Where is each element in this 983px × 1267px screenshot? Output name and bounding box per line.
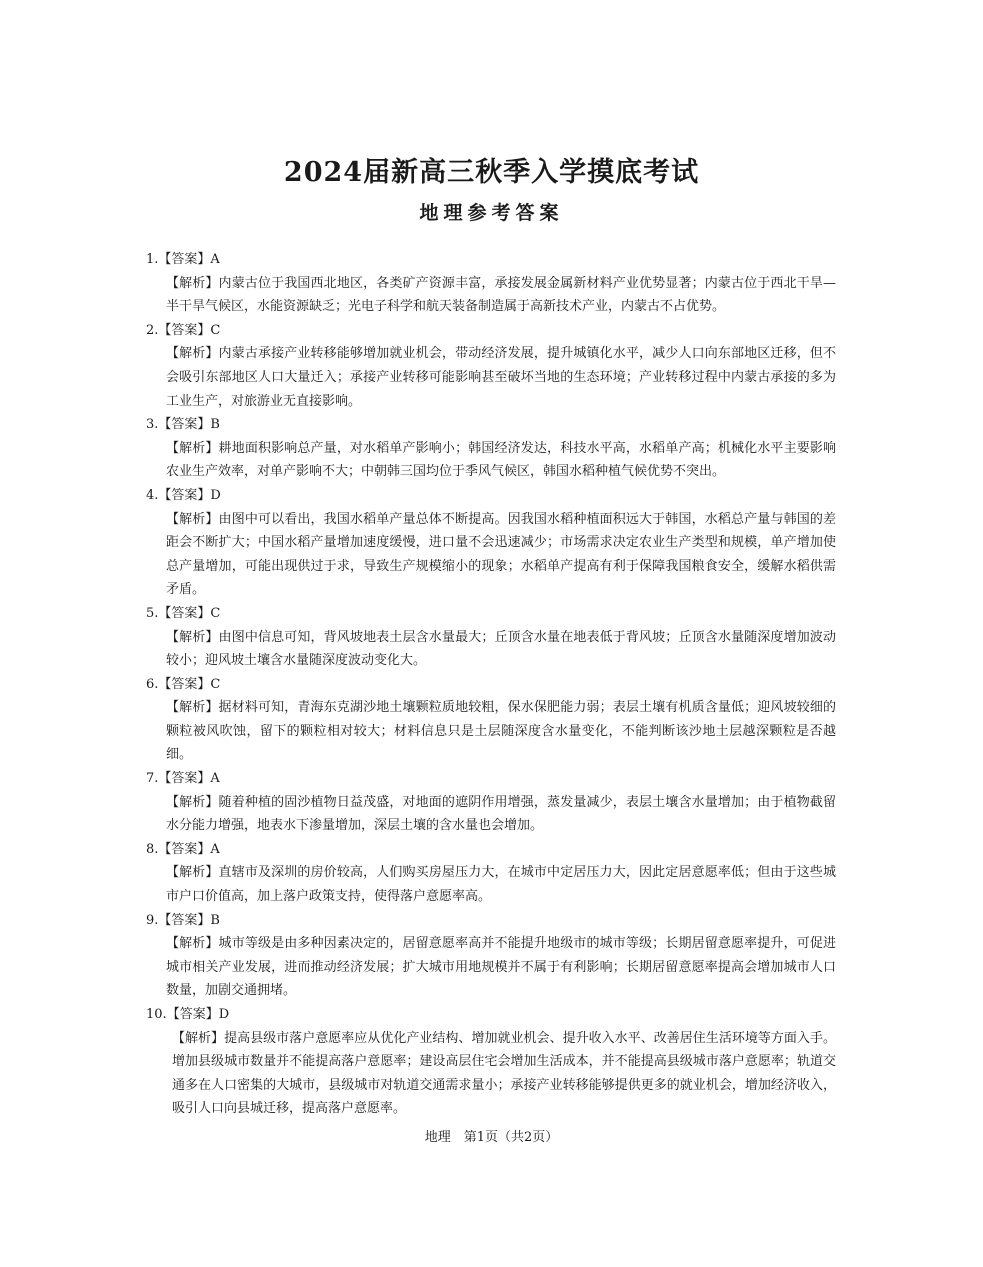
answer-item-2 <box>146 319 836 413</box>
answer-key: 【答案】A <box>158 252 220 267</box>
answer-key: 【答案】D <box>158 487 221 503</box>
answer-item-1 <box>146 248 836 319</box>
explanation-text: 【解析】由图中信息可知，背风坡地表土层含水量最大；丘顶含水量在地表低于背风坡；丘顶含水量随深度增加波动较小；迎风坡土壤含水量随深度波动变化大。 <box>166 629 836 669</box>
answer-key: 【答案】C <box>158 676 221 692</box>
question-number: 6. <box>146 676 159 692</box>
answer-key: 【答案】C <box>158 322 221 338</box>
explanation-text: 【解析】由图中可以看出，我国水稻单产量总体不断提高。因我国水稻种植面积远大于韩国，水稻总产量与韩国的差距会不断扩大；中国水稻产量增加速度缓慢，进口量不会迅速减少；市场需求决定农业生产类型和规模，单产增加使总产量增加，可能出现供过于求，导致生产规模缩小的现象；水稻单产提高有利于保障我国粮食安全，缓解水稻供需矛盾。 <box>166 511 836 598</box>
answer-line <box>146 673 836 697</box>
question-number: 1. <box>146 252 159 267</box>
answer-line <box>146 484 836 508</box>
answer-key: 【答案】A <box>158 771 220 787</box>
page-subtitle: 地理参考答案 <box>419 202 564 224</box>
answer-line <box>146 1003 836 1027</box>
answer-key: 【答案】D <box>166 1007 230 1022</box>
answer-line <box>146 319 836 343</box>
answer-line <box>146 838 836 862</box>
question-number: 4. <box>146 487 159 503</box>
question-number: 8. <box>146 841 159 857</box>
answer-item-8 <box>146 838 836 909</box>
question-number: 5. <box>146 605 159 621</box>
answer-key: 【答案】A <box>158 841 220 857</box>
answer-item-3 <box>146 413 836 484</box>
question-number: 9. <box>146 912 159 928</box>
question-number: 2. <box>146 322 159 338</box>
page-title: 2024届新高三秋季入学摸底考试 <box>283 157 700 188</box>
page-footer: 地理 第1页（共2页） <box>424 1130 559 1145</box>
explanation-text: 【解析】城市等级是由多种因素决定的，居留意愿率高并不能提升地级市的城市等级；长期居留意愿率提升，可促进城市相关产业发展，进而推动经济发展；扩大城市用地规模并不属于有利影响；长期居留意愿率提高会增加城市人口数量，加剧交通拥堵。 <box>166 936 836 999</box>
answer-key: 【答案】C <box>158 605 221 621</box>
question-number: 3. <box>146 417 159 433</box>
answer-line <box>146 909 836 933</box>
explanation-text: 【解析】耕地面积影响总产量，对水稻单产影响小；韩国经济发达，科技水平高，水稻单产高；机械化水平主要影响农业生产效率，对单产影响不大；中朝韩三国均位于季风气候区，韩国水稻种植气候优势不突出。 <box>166 440 836 480</box>
answer-line <box>146 767 836 791</box>
answer-item-7 <box>146 767 836 838</box>
explanation-text: 【解析】直辖市及深圳的房价较高，人们购买房屋压力大，在城市中定居压力大，因此定居意愿率低；但由于这些城市户口价值高，加上落户政策支持，使得落户意愿率高。 <box>166 865 836 905</box>
answer-key: 【答案】B <box>158 912 220 928</box>
explanation-text: 【解析】内蒙古承接产业转移能够增加就业机会，带动经济发展，提升城镇化水平，减少人口向东部地区迁移，但不会吸引东部地区人口大量迁入；承接产业转移可能影响甚至破坏当地的生态环境；产业转移过程中内蒙古承接的多为工业生产，对旅游业无直接影响。 <box>166 346 836 409</box>
answer-line <box>146 248 836 272</box>
explanation-text: 【解析】提高县级市落户意愿率应从优化产业结构、增加就业机会、提升收入水平、改善居住生活环境等方面入手。增加县级城市数量并不能提高落户意愿率；建设高层住宅会增加生活成本，并不能提高县级城市落户意愿率；轨道交通多在人口密集的大城市，县级城市对轨道交通需求量小；承接产业转移能够提供更多的就业机会，增加经济收入，吸引人口向县城迁移，提高落户意愿率。 <box>172 1030 836 1117</box>
answer-item-5 <box>146 602 836 673</box>
answer-item-10 <box>146 1003 836 1121</box>
explanation-text: 【解析】随着种植的固沙植物日益茂盛，对地面的遮阴作用增强，蒸发量减少，表层土壤含水量增加；由于植物截留水分能力增强，地表水下渗量增加，深层土壤的含水量也会增加。 <box>166 794 836 834</box>
answer-line <box>146 413 836 437</box>
answer-item-9 <box>146 909 836 1003</box>
answer-list <box>146 248 836 1121</box>
question-number: 10. <box>146 1007 167 1022</box>
explanation-text: 【解析】据材料可知，青海东克湖沙地土壤颗粒质地较粗，保水保肥能力弱；表层土壤有机质含量低；迎风坡较细的颗粒被风吹蚀，留下的颗粒相对较大；材料信息只是土层随深度含水量变化，不能判断该沙地土层越深颗粒是否越细。 <box>166 700 836 763</box>
answer-line <box>146 602 836 626</box>
answer-item-6 <box>146 673 836 767</box>
question-number: 7. <box>146 771 159 787</box>
answer-key: 【答案】B <box>158 417 220 433</box>
explanation-text: 【解析】内蒙古位于我国西北地区，各类矿产资源丰富，承接发展金属新材料产业优势显著；内蒙古位于西北干旱—半干旱气候区，水能资源缺乏；光电子科学和航天装备制造属于高新技术产业，内蒙古不占优势。 <box>166 275 836 315</box>
answer-item-4 <box>146 484 836 602</box>
